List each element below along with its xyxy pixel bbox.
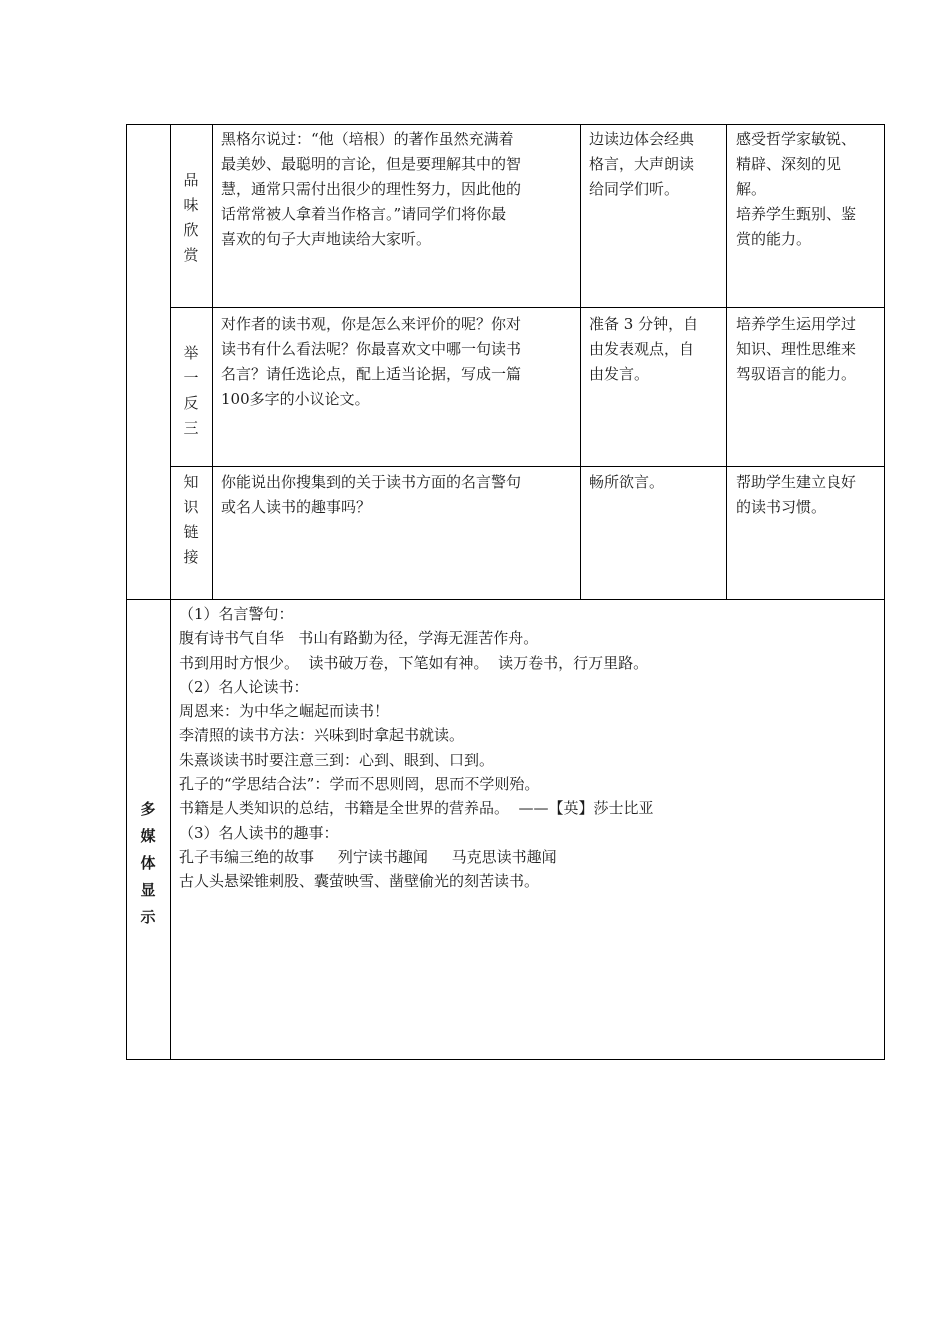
row-label-pinwei-xinshang xyxy=(171,168,211,268)
content-line: 名言？请任选论点，配上适当论据，写成一篇 xyxy=(221,365,522,383)
content-line: 慧，通常只需付出很少的理性努力，因此他的 xyxy=(221,180,522,198)
row-1-student-activity xyxy=(589,127,723,202)
row-3-student-activity xyxy=(589,470,723,495)
student-line: 给同学们听。 xyxy=(589,180,680,198)
multimedia-line: 孔子韦编三绝的故事 列宁读书趣闻 马克思读书趣闻 xyxy=(179,847,557,866)
multimedia-line: （2）名人论读书： xyxy=(179,677,309,696)
content-line: 对作者的读书观，你是怎么来评价的呢？你对 xyxy=(221,315,522,333)
row-label-char: 赏 xyxy=(183,246,199,264)
content-line: 读书有什么看法呢？你最喜欢文中哪一句读书 xyxy=(221,340,522,358)
multimedia-label-char: 多 xyxy=(140,800,156,818)
row-label-char: 欣 xyxy=(183,221,199,239)
intent-line: 培养学生甄别、鉴 xyxy=(736,205,857,223)
student-line: 由发言。 xyxy=(589,365,650,383)
multimedia-line: 腹有诗书气自华 书山有路勤为径，学海无涯苦作舟。 xyxy=(179,629,539,648)
row-divider-2 xyxy=(170,466,884,467)
table-border-bottom xyxy=(126,1059,885,1060)
multimedia-line: 孔子的“学思结合法”：学而不思则罔，思而不学则殆。 xyxy=(179,775,540,794)
content-line: 你能说出你搜集到的关于读书方面的名言警句 xyxy=(221,473,522,491)
multimedia-line: 古人头悬梁锥刺股、囊萤映雪、凿壁偷光的刻苦读书。 xyxy=(179,872,540,891)
row-3-content xyxy=(221,470,577,520)
row-label-zhishi-lianjie xyxy=(171,470,211,570)
content-line: 100多字的小议论文。 xyxy=(221,390,370,408)
intent-line: 培养学生运用学过 xyxy=(736,315,857,333)
row-label-char: 链 xyxy=(183,523,199,541)
multimedia-line: 书籍是人类知识的总结，书籍是全世界的营养品。 ——【英】莎士比亚 xyxy=(179,799,654,818)
row-label-char: 三 xyxy=(183,419,199,437)
multimedia-line: （1）名言警句： xyxy=(179,605,294,623)
content-line: 话常常被人拿着当作格言。”请同学们将你最 xyxy=(221,205,507,223)
intent-line: 知识、理性思维来 xyxy=(736,340,857,358)
student-line: 由发表观点，自 xyxy=(589,340,695,358)
multimedia-line: 书到用时方恨少。 读书破万卷，下笔如有神。 读万卷书，行万里路。 xyxy=(179,653,649,672)
row-label-char: 一 xyxy=(183,369,199,387)
intent-line: 的读书习惯。 xyxy=(736,498,827,516)
student-line: 边读边体会经典 xyxy=(589,130,695,148)
row-divider-3 xyxy=(126,599,885,600)
content-line: 黑格尔说过：“他（培根）的著作虽然充满着 xyxy=(221,130,514,148)
intent-line: 解。 xyxy=(736,180,767,198)
multimedia-line: 李清照的读书方法：兴味到时拿起书就读。 xyxy=(179,726,465,745)
multimedia-label-char: 显 xyxy=(140,881,156,899)
row-label-char: 识 xyxy=(183,498,199,516)
student-line: 格言，大声朗读 xyxy=(589,155,695,173)
intent-line: 帮助学生建立良好 xyxy=(736,473,857,491)
intent-line: 赏的能力。 xyxy=(736,230,812,248)
multimedia-label-char: 体 xyxy=(140,854,156,872)
multimedia-label-char: 示 xyxy=(140,908,156,926)
row-label-char: 知 xyxy=(183,473,199,491)
content-line: 最美妙、最聪明的言论，但是要理解其中的智 xyxy=(221,155,522,173)
student-line: 畅所欲言。 xyxy=(589,473,665,491)
multimedia-line: 周恩来：为中华之崛起而读书！ xyxy=(179,702,390,721)
multimedia-content xyxy=(179,602,879,894)
multimedia-line: 朱熹谈读书时要注意三到：心到、眼到、口到。 xyxy=(179,750,495,769)
row-divider-1 xyxy=(170,307,884,308)
row-2-content xyxy=(221,312,577,412)
row-label-char: 接 xyxy=(183,548,199,566)
column-divider-2 xyxy=(212,124,213,599)
row-2-student-activity xyxy=(589,312,723,387)
intent-line: 精辟、深刻的见 xyxy=(736,155,842,173)
row-3-design-intent xyxy=(736,470,882,520)
intent-line: 驾驭语言的能力。 xyxy=(736,365,857,383)
row-label-char: 反 xyxy=(183,394,199,412)
multimedia-label-char: 媒 xyxy=(140,827,156,845)
table-border-right xyxy=(884,124,885,1060)
row-1-design-intent xyxy=(736,127,882,252)
table-border-top xyxy=(126,124,885,125)
intent-line: 感受哲学家敏锐、 xyxy=(736,130,857,148)
content-line: 或名人读书的趣事吗？ xyxy=(221,498,372,516)
row-2-design-intent xyxy=(736,312,882,387)
table-border-left xyxy=(126,124,127,1060)
multimedia-label xyxy=(128,796,168,931)
student-line: 准备 3 分钟，自 xyxy=(589,315,699,333)
row-label-char: 举 xyxy=(183,344,199,362)
column-divider-3 xyxy=(580,124,581,599)
content-line: 喜欢的句子大声地读给大家听。 xyxy=(221,230,432,248)
multimedia-line: （3）名人读书的趣事： xyxy=(179,823,339,842)
row-1-content xyxy=(221,127,577,252)
row-label-juyi-fansan xyxy=(171,341,211,441)
column-divider-4 xyxy=(726,124,727,599)
row-label-char: 味 xyxy=(183,196,199,214)
row-label-char: 品 xyxy=(183,171,199,189)
